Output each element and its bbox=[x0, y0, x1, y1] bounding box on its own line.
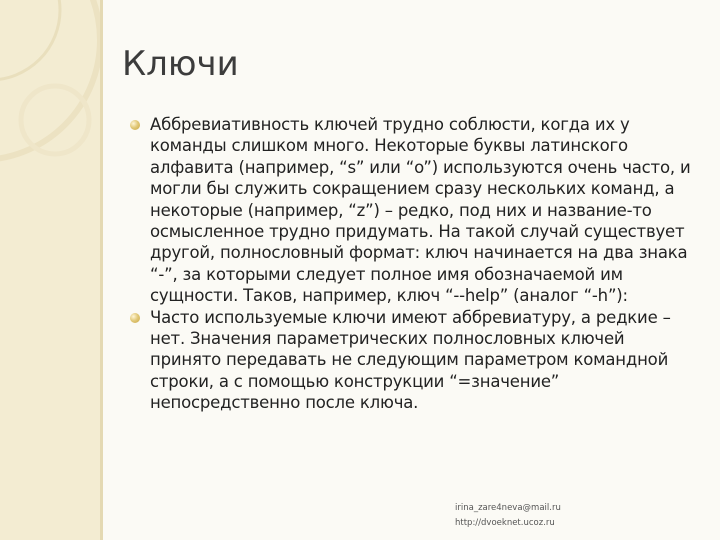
footer-email: irina_zare4neva@mail.ru bbox=[455, 503, 561, 513]
decorative-side-band bbox=[0, 0, 103, 540]
footer-site: http://dvoeknet.ucoz.ru bbox=[455, 518, 555, 528]
slide-title: Ключи bbox=[122, 44, 239, 84]
bullet-list bbox=[128, 114, 700, 414]
bullet-item bbox=[128, 307, 700, 414]
decorative-circles bbox=[0, 0, 100, 540]
bullet-text: Часто используемые ключи имеют аббревиатуру, а редкие – нет. Значения параметрических полнословных ключей принято передавать не следующим параметром командной строки, а с помощью конструкции “=значение” непосредственно после ключа. bbox=[150, 307, 671, 413]
bullet-item bbox=[128, 114, 700, 307]
footer bbox=[455, 501, 561, 531]
bullet-text: Аббревиативность ключей трудно соблюсти, когда их у команды слишком много. Некоторые буквы латинского алфавита (например, “s” или “o”) используются очень часто, и могли бы служить сокращением сразу нескольких команд, а некоторые (например, “z”) – редко, под них и название-то осмысленное трудно придумать. На такой случай существует другой, полнословный формат: ключ начинается на два знака “-”, за которыми следует полное имя обозначаемой им сущности. Таков, например, ключ “--help” (аналог “-h”): bbox=[150, 115, 691, 306]
bullet-icon bbox=[130, 313, 140, 323]
bullet-icon bbox=[130, 120, 140, 130]
